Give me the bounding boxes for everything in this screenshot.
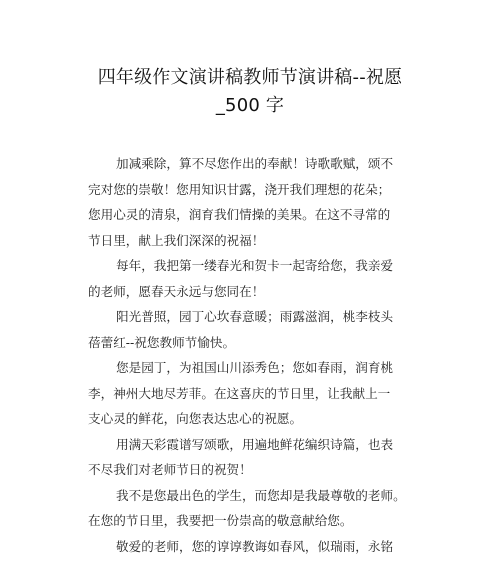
paragraph-4-line-2: 李，神州大地尽芳菲。在这喜庆的节日里，让我献上一 [88,385,391,401]
paragraph-2-line-2: 的老师，愿春天永远与您同在！ [88,283,265,299]
paragraph-6-line-1: 我不是您最出色的学生，而您却是我最尊敬的老师。 [116,487,406,503]
paragraph-5-line-1: 用满天彩霞谱写颂歌，用遍地鲜花编织诗篇，也表 [116,436,394,452]
document-title [60,64,440,120]
paragraph-3-line-1: 阳光普照，园丁心坎春意暖；雨露滋润，桃李枝头 [116,309,394,324]
paragraph-5-line-2: 不尽我们对老师节日的祝贺！ [88,462,252,477]
document-body [88,151,413,559]
title-line-2: _500 字 [215,95,285,116]
paragraph-1-line-1: 加减乘除，算不尽您作出的奉献！诗歌歌赋，颂不 [116,156,394,171]
paragraph-7-line-1: 敬爱的老师，您的谆谆教诲如春风，似瑞雨，永铭 [116,538,394,554]
paragraph-6-line-2: 在您的节日里，我要把一份崇高的敬意献给您。 [88,513,353,528]
title-line-1: 四年级作文演讲稿教师节演讲稿--祝愿 [97,67,403,88]
paragraph-3-line-2: 蓓蕾红--祝您教师节愉快。 [88,334,236,350]
paragraph-4-line-3: 支心灵的鲜花，向您表达忠心的祝愿。 [88,411,303,426]
paragraph-1-line-2: 完对您的崇敬！您用知识甘露，浇开我们理想的花朵； [88,181,391,197]
paragraph-1-line-4: 节日里，献上我们深深的祝福！ [88,232,265,248]
paragraph-1-line-3: 您用心灵的清泉，润育我们情操的美果。在这不寻常的 [88,207,391,222]
paragraph-4-line-1: 您是园丁，为祖国山川添秀色；您如春雨，润育桃 [116,360,394,375]
paragraph-2-line-1: 每年，我把第一缕春光和贺卡一起寄给您，我亲爱 [116,258,394,273]
